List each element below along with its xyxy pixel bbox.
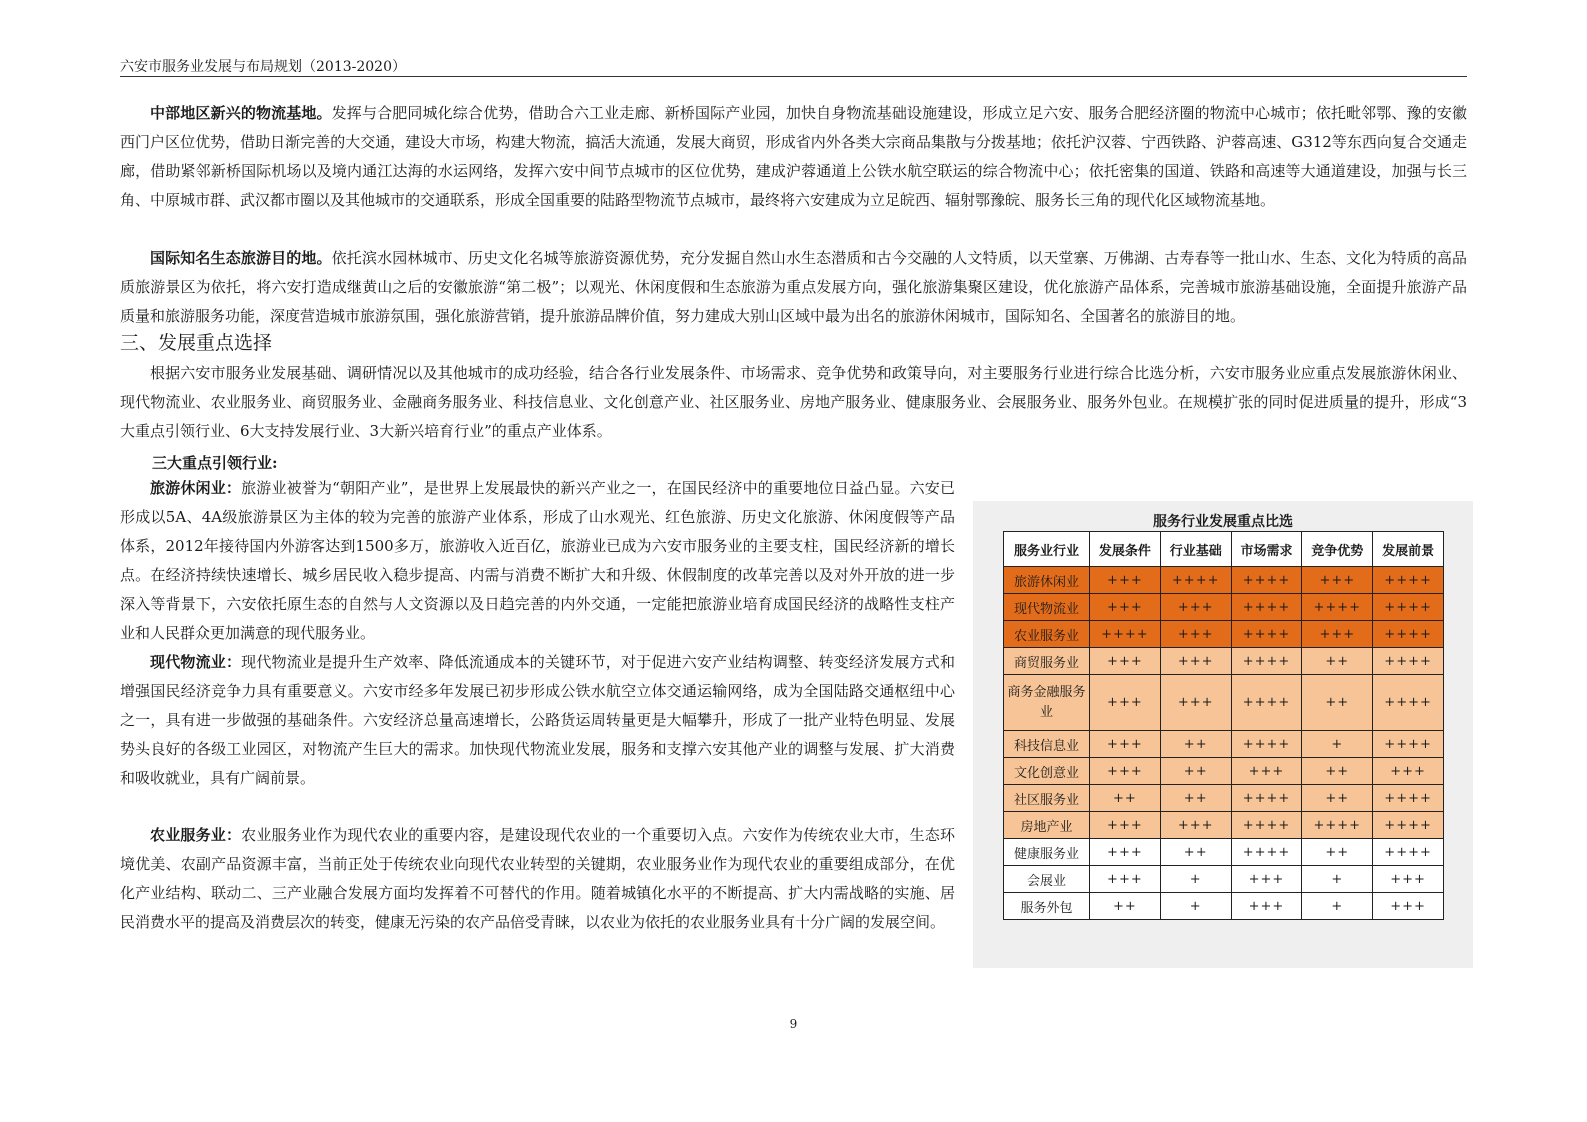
table-cell: +++: [1160, 648, 1231, 675]
paragraph-lead: 国际知名生态旅游目的地。: [150, 249, 332, 267]
table-cell: +: [1302, 731, 1373, 758]
table-cell: +++: [1090, 839, 1161, 866]
table-cell: ++: [1302, 758, 1373, 785]
table-cell: ++++: [1160, 567, 1231, 594]
comparison-table-panel: [973, 501, 1473, 968]
table-cell: 农业服务业: [1004, 621, 1090, 648]
table-row: [1004, 893, 1444, 920]
table-cell: ++++: [1373, 648, 1444, 675]
table-cell: ++++: [1373, 731, 1444, 758]
paragraph-lead: 农业服务业：: [150, 826, 242, 844]
table-cell: ++: [1090, 893, 1161, 920]
table-cell: +: [1302, 893, 1373, 920]
paragraph-agri-service: [120, 821, 955, 937]
table-cell: ++++: [1373, 621, 1444, 648]
comparison-table: [1003, 531, 1444, 920]
table-header-row: [1004, 532, 1444, 567]
table-cell: ++++: [1373, 594, 1444, 621]
table-cell: +++: [1160, 812, 1231, 839]
table-cell: ++: [1160, 731, 1231, 758]
paragraph-body: 依托滨水园林城市、历史文化名城等旅游资源优势，充分发掘自然山水生态潜质和古今交融的人文特质，以天堂寨、万佛湖、古寿春等一批山水、生态、文化为特质的高品质旅游景区为依托，将六安打造成继黄山之后的安徽旅游“第二极”；以观光、休闲度假和生态旅游为重点发展方向，强化旅游集聚区建设，优化旅游产品体系，完善城市旅游基础设施，全面提升旅游产品质量和旅游服务功能，深度营造城市旅游氛围，强化旅游营销，提升旅游品牌价值，努力建成大别山区域中最为出名的旅游休闲城市，国际知名、全国著名的旅游目的地。: [120, 249, 1467, 325]
table-cell: ++: [1160, 785, 1231, 812]
table-row: [1004, 675, 1444, 731]
table-cell: +++: [1231, 893, 1302, 920]
table-cell: ++++: [1231, 594, 1302, 621]
table-row: [1004, 567, 1444, 594]
table-cell: ++++: [1090, 621, 1161, 648]
table-cell: +++: [1090, 648, 1161, 675]
paragraph-tourism: [120, 474, 955, 648]
table-cell: +++: [1231, 866, 1302, 893]
table-cell: +++: [1090, 866, 1161, 893]
paragraph-body: 农业服务业作为现代农业的重要内容，是建设现代农业的一个重要切入点。六安作为传统农业大市，生态环境优美、农副产品资源丰富，当前正处于传统农业向现代农业转型的关键期，农业服务业作为现代农业的重要组成部分，在优化产业结构、联动二、三产业融合发展方面均发挥着不可替代的作用。随着城镇化水平的不断提高、扩大内需战略的实施、居民消费水平的提高及消费层次的转变，健康无污染的农产品倍受青睐，以农业为依托的农业服务业具有十分广阔的发展空间。: [120, 826, 955, 931]
table-cell: ++++: [1231, 839, 1302, 866]
table-cell: ++++: [1231, 812, 1302, 839]
table-cell: 文化创意业: [1004, 758, 1090, 785]
table-cell: +++: [1160, 621, 1231, 648]
table-cell: 商务金融服务业: [1004, 675, 1090, 731]
table-header-cell: 行业基础: [1160, 532, 1231, 567]
section-heading: 三、发展重点选择: [120, 332, 273, 354]
paragraph-key-selection: 根据六安市服务业发展基础、调研情况以及其他城市的成功经验，结合各行业发展条件、市场需求、竞争优势和政策导向，对主要服务行业进行综合比选分析，六安市服务业应重点发展旅游休闲业、现代物流业、农业服务业、商贸服务业、金融商务服务业、科技信息业、文化创意产业、社区服务业、房地产服务业、健康服务业、会展服务业、服务外包业。在规模扩张的同时促进质量的提升，形成“3大重点引领行业、6大支持发展行业、3大新兴培育行业”的重点产业体系。: [120, 364, 1467, 440]
table-cell: +: [1302, 866, 1373, 893]
table-header-cell: 发展前景: [1373, 532, 1444, 567]
table-row: [1004, 866, 1444, 893]
table-row: [1004, 621, 1444, 648]
table-cell: ++++: [1302, 594, 1373, 621]
table-cell: +++: [1373, 866, 1444, 893]
table-cell: +++: [1160, 594, 1231, 621]
paragraph-lead: 现代物流业：: [150, 653, 242, 671]
table-cell: +++: [1090, 594, 1161, 621]
table-cell: 服务外包: [1004, 893, 1090, 920]
page-header-title: 六安市服务业发展与布局规划（2013-2020）: [120, 59, 406, 75]
table-cell: 现代物流业: [1004, 594, 1090, 621]
table-cell: ++++: [1302, 812, 1373, 839]
page-number: 9: [789, 1017, 798, 1031]
paragraph-body: 旅游业被誉为“朝阳产业”，是世界上发展最快的新兴产业之一，在国民经济中的重要地位日益凸显。六安已形成以5A、4A级旅游景区为主体的较为完善的旅游产业体系，形成了山水观光、红色旅游、历史文化旅游、休闲度假等产品体系，2012年接待国内外游客达到1500多万，旅游收入近百亿，旅游业已成为六安市服务业的主要支柱，国民经济新的增长点。在经济持续快速增长、城乡居民收入稳步提高、内需与消费不断扩大和升级、休假制度的改革完善以及对外开放的进一步深入等背景下，六安依托原生态的自然与人文资源以及日趋完善的内外交通，一定能把旅游业培育成国民经济的战略性支柱产业和人民群众更加满意的现代服务业。: [120, 479, 955, 642]
table-cell: 商贸服务业: [1004, 648, 1090, 675]
table-cell: +++: [1090, 567, 1161, 594]
table-cell: ++++: [1373, 567, 1444, 594]
table-cell: 房地产业: [1004, 812, 1090, 839]
table-cell: ++: [1160, 758, 1231, 785]
table-row: [1004, 785, 1444, 812]
table-cell: +++: [1231, 758, 1302, 785]
table-cell: +++: [1373, 893, 1444, 920]
table-cell: ++: [1302, 785, 1373, 812]
table-cell: ++++: [1373, 785, 1444, 812]
table-cell: ++++: [1231, 675, 1302, 731]
table-cell: ++++: [1231, 731, 1302, 758]
table-row: [1004, 812, 1444, 839]
table-cell: ++++: [1373, 675, 1444, 731]
table-header-cell: 发展条件: [1090, 532, 1161, 567]
table-cell: +++: [1090, 675, 1161, 731]
table-cell: +: [1160, 866, 1231, 893]
table-row: [1004, 731, 1444, 758]
table-cell: ++++: [1373, 812, 1444, 839]
paragraph-eco-tourism: [120, 244, 1467, 331]
table-cell: +++: [1373, 758, 1444, 785]
table-header-cell: 市场需求: [1231, 532, 1302, 567]
table-cell: 健康服务业: [1004, 839, 1090, 866]
table-cell: ++++: [1373, 839, 1444, 866]
table-cell: ++++: [1231, 648, 1302, 675]
table-cell: ++: [1302, 675, 1373, 731]
table-cell: +++: [1090, 812, 1161, 839]
table-row: [1004, 839, 1444, 866]
table-cell: +++: [1090, 731, 1161, 758]
table-row: [1004, 594, 1444, 621]
paragraph-logistics: [120, 648, 955, 793]
table-row: [1004, 758, 1444, 785]
table-title: 服务行业发展重点比选: [1153, 514, 1293, 530]
paragraph-lead: 中部地区新兴的物流基地。: [150, 104, 332, 122]
table-cell: ++: [1302, 648, 1373, 675]
table-cell: ++++: [1231, 567, 1302, 594]
paragraph-body: 现代物流业是提升生产效率、降低流通成本的关键环节，对于促进六安产业结构调整、转变经济发展方式和增强国民经济竞争力具有重要意义。六安市经多年发展已初步形成公铁水航空立体交通运输网络，成为全国陆路交通枢纽中心之一，具有进一步做强的基础条件。六安经济总量高速增长，公路货运周转量更是大幅攀升，形成了一批产业特色明显、发展势头良好的各级工业园区，对物流产生巨大的需求。加快现代物流业发展，服务和支撑六安其他产业的调整与发展、扩大消费和吸收就业，具有广阔前景。: [120, 653, 955, 787]
table-cell: 社区服务业: [1004, 785, 1090, 812]
table-cell: 旅游休闲业: [1004, 567, 1090, 594]
table-cell: ++++: [1231, 785, 1302, 812]
table-row: [1004, 648, 1444, 675]
table-cell: ++: [1090, 785, 1161, 812]
table-cell: +++: [1090, 758, 1161, 785]
table-cell: ++: [1302, 839, 1373, 866]
table-cell: 会展业: [1004, 866, 1090, 893]
paragraph-lead: 旅游休闲业：: [150, 479, 242, 497]
table-cell: ++++: [1231, 621, 1302, 648]
table-cell: +++: [1160, 675, 1231, 731]
table-header-cell: 服务业行业: [1004, 532, 1090, 567]
table-header-cell: 竞争优势: [1302, 532, 1373, 567]
table-cell: +: [1160, 893, 1231, 920]
table-cell: ++: [1160, 839, 1231, 866]
sub-heading: 三大重点引领行业:: [152, 454, 278, 472]
table-cell: +++: [1302, 621, 1373, 648]
header-rule: [120, 76, 1467, 77]
paragraph-logistics-base: [120, 99, 1467, 215]
paragraph-body: 发挥与合肥同城化综合优势，借助合六工业走廊、新桥国际产业园，加快自身物流基础设施建设，形成立足六安、服务合肥经济圈的物流中心城市；依托毗邻鄂、豫的安徽西门户区位优势，借助日渐完善的大交通，建设大市场，构建大物流，搞活大流通，发展大商贸，形成省内外各类大宗商品集散与分拨基地；依托沪汉蓉、宁西铁路、沪蓉高速、G312等东西向复合交通走廊，借助紧邻新桥国际机场以及境内通江达海的水运网络，发挥六安中间节点城市的区位优势，建成沪蓉通道上公铁水航空联运的综合物流中心；依托密集的国道、铁路和高速等大通道建设，加强与长三角、中原城市群、武汉都市圈以及其他城市的交通联系，形成全国重要的陆路型物流节点城市，最终将六安建成为立足皖西、辐射鄂豫皖、服务长三角的现代化区域物流基地。: [120, 104, 1467, 209]
table-cell: +++: [1302, 567, 1373, 594]
table-cell: 科技信息业: [1004, 731, 1090, 758]
